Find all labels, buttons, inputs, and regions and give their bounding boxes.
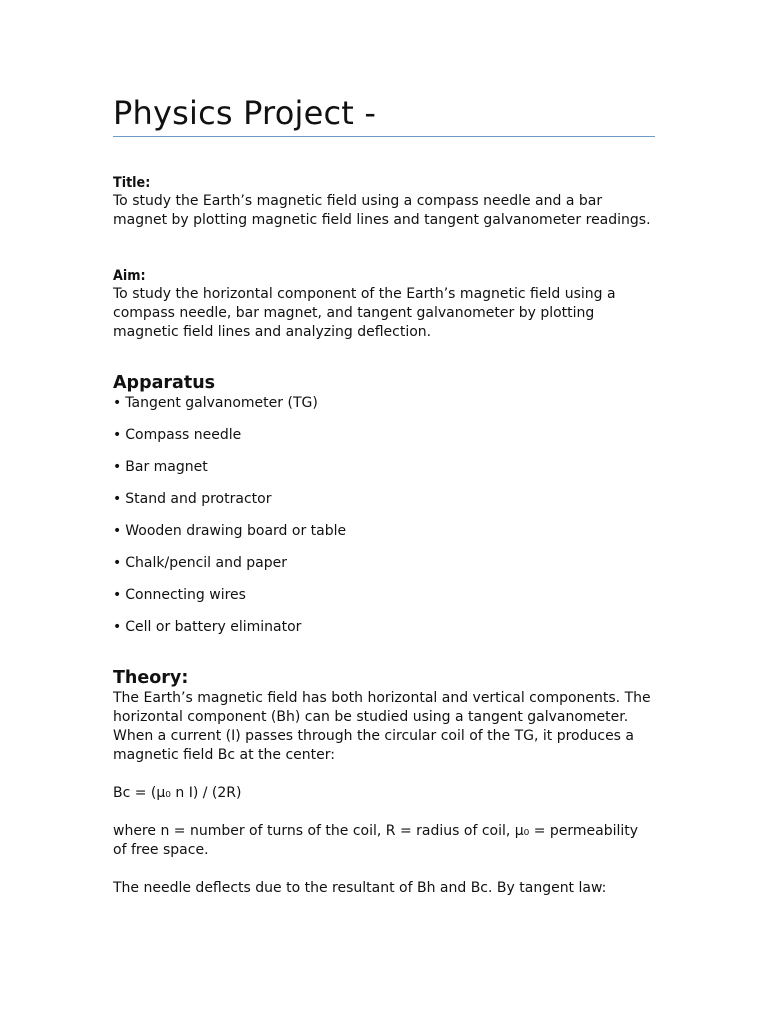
list-item <box>113 586 655 605</box>
theory-heading: Theory: <box>113 668 189 688</box>
theory-section <box>113 667 655 898</box>
list-item-text: Chalk/pencil and paper <box>125 555 288 571</box>
apparatus-heading: Apparatus <box>113 373 216 393</box>
bullet-marker: • <box>113 491 122 507</box>
title-text: To study the Earth’s magnetic field using a compass needle and a bar magnet by plotting magnetic field lines and tangent galvanometer readings. <box>113 193 651 228</box>
list-item <box>113 554 655 573</box>
list-item <box>113 522 655 541</box>
bullet-marker: • <box>113 427 122 443</box>
bullet-marker: • <box>113 523 122 539</box>
document-page <box>113 94 655 898</box>
list-item <box>113 458 655 477</box>
title-label: Title: <box>113 175 151 191</box>
formula-line: Bc = (μ₀ n I) / (2R) <box>113 785 242 801</box>
document-heading: Physics Project - <box>113 94 377 132</box>
list-item-text: Stand and protractor <box>125 491 272 507</box>
tangent-law-text: The needle deflects due to the resultant of Bh and Bc. By tangent law: <box>113 880 607 896</box>
title-section <box>113 172 655 230</box>
list-item-text: Cell or battery eliminator <box>125 619 302 635</box>
apparatus-section <box>113 372 655 637</box>
list-item <box>113 618 655 637</box>
aim-section <box>113 265 655 342</box>
list-item <box>113 394 655 413</box>
bullet-marker: • <box>113 459 122 475</box>
list-item-text: Tangent galvanometer (TG) <box>125 395 318 411</box>
apparatus-list <box>113 394 655 637</box>
list-item-text: Connecting wires <box>125 587 246 603</box>
bullet-marker: • <box>113 555 122 571</box>
list-item-text: Compass needle <box>125 427 242 443</box>
bullet-marker: • <box>113 395 122 411</box>
list-item <box>113 490 655 509</box>
aim-label: Aim: <box>113 268 146 284</box>
aim-text: To study the horizontal component of the Earth’s magnetic field using a compass needle, bar magnet, and tangent galvanometer by plotting magnetic field lines and analyzing deflection. <box>113 286 616 340</box>
list-item-text: Bar magnet <box>125 459 208 475</box>
where-text: where n = number of turns of the coil, R = radius of coil, μ₀ = permeability of free space. <box>113 823 639 858</box>
bullet-marker: • <box>113 587 122 603</box>
bullet-marker: • <box>113 619 122 635</box>
list-item-text: Wooden drawing board or table <box>125 523 347 539</box>
list-item <box>113 426 655 445</box>
theory-paragraph: The Earth’s magnetic field has both horizontal and vertical components. The horizontal component (Bh) can be studied using a tangent galvanometer. When a current (I) passes through the circular coil of the TG, it produces a magnetic field Bc at the center: <box>113 690 651 763</box>
